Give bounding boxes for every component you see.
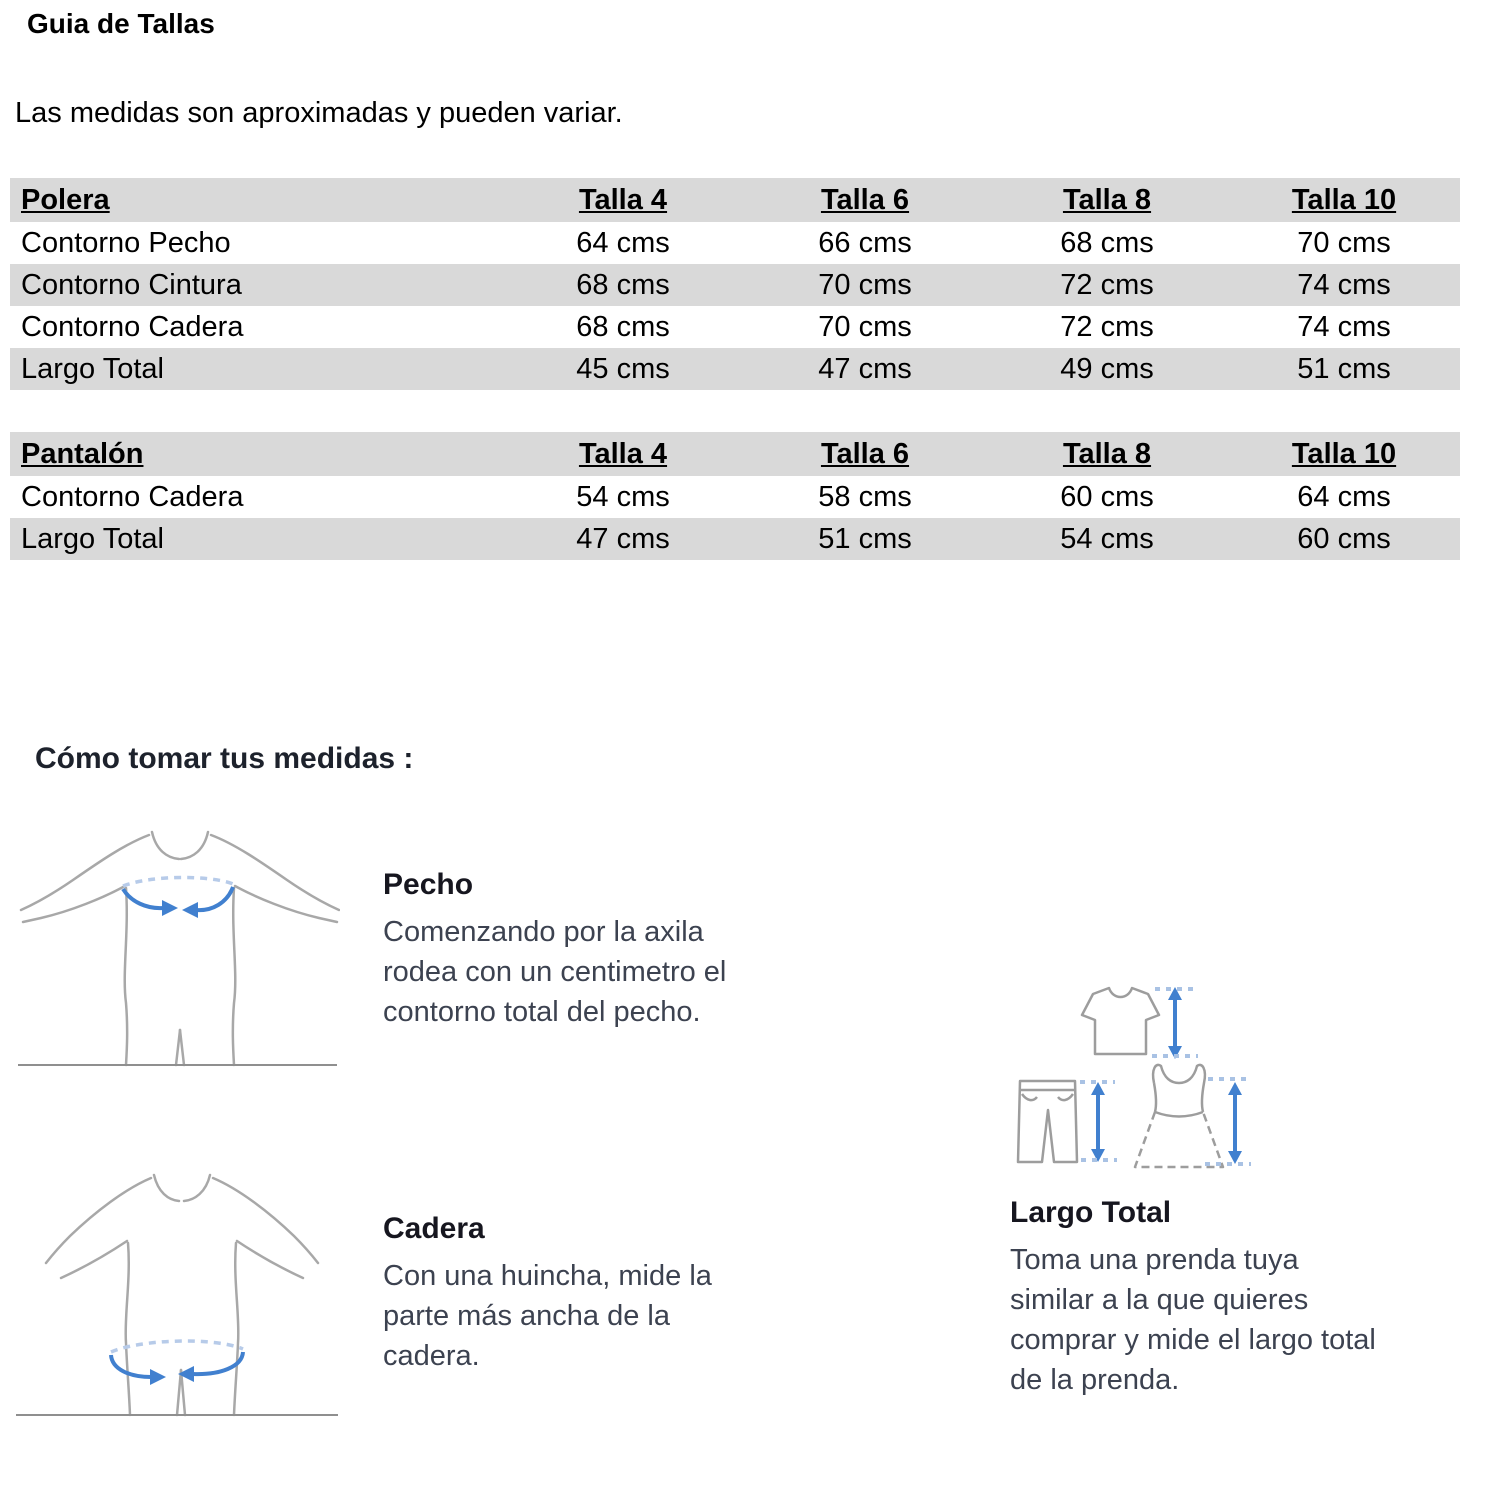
row-label: Contorno Cadera xyxy=(21,310,244,343)
section-text-line: Toma una prenda tuya xyxy=(1010,1244,1299,1276)
cell-value: 64 cms xyxy=(1297,480,1391,513)
cell-value: 70 cms xyxy=(818,310,912,343)
section-title: Cadera xyxy=(383,1212,485,1245)
cell-value: 58 cms xyxy=(818,480,912,513)
cell-value: 49 cms xyxy=(1060,352,1154,385)
table-header-row xyxy=(10,432,1460,476)
tshirt-icon xyxy=(1082,988,1159,1054)
row-label: Contorno Pecho xyxy=(21,226,231,259)
cell-value: 66 cms xyxy=(818,226,912,259)
section-text-line: parte más ancha de la xyxy=(383,1300,670,1332)
cell-value: 64 cms xyxy=(576,226,670,259)
table-header-row xyxy=(10,178,1460,222)
cell-value: 68 cms xyxy=(576,310,670,343)
hip-measurement-figure-icon xyxy=(13,1168,343,1418)
table-row xyxy=(10,306,1460,348)
section-text-line: contorno total del pecho. xyxy=(383,996,701,1028)
largo-total-section xyxy=(1010,1196,1460,1400)
table-row xyxy=(10,348,1460,390)
column-header: Pantalón xyxy=(21,437,144,470)
pecho-section xyxy=(383,868,813,1032)
cell-value: 72 cms xyxy=(1060,310,1154,343)
garment-length-icons xyxy=(1005,980,1325,1180)
measurements-note: Las medidas son aproximadas y pueden variar. xyxy=(15,97,623,129)
cell-value: 54 cms xyxy=(576,480,670,513)
column-header: Talla 4 xyxy=(578,183,668,216)
cell-value: 72 cms xyxy=(1060,268,1154,301)
table-row xyxy=(10,476,1460,518)
pantalon-size-table xyxy=(10,432,1460,560)
cell-value: 60 cms xyxy=(1060,480,1154,513)
length-arrow-icon xyxy=(1091,987,1242,1164)
cell-value: 74 cms xyxy=(1297,310,1391,343)
row-label: Contorno Cadera xyxy=(21,480,244,513)
column-header: Talla 6 xyxy=(820,183,910,216)
cell-value: 74 cms xyxy=(1297,268,1391,301)
chest-measurement-figure-icon xyxy=(15,818,340,1068)
cell-value: 51 cms xyxy=(1297,352,1391,385)
cadera-section xyxy=(383,1212,813,1376)
cell-value: 68 cms xyxy=(576,268,670,301)
row-label: Largo Total xyxy=(21,522,164,555)
measuring-guide-heading: Cómo tomar tus medidas : xyxy=(35,742,414,775)
column-header: Talla 6 xyxy=(820,437,910,470)
column-header: Talla 10 xyxy=(1291,437,1397,470)
cell-value: 47 cms xyxy=(576,522,670,555)
cell-value: 54 cms xyxy=(1060,522,1154,555)
section-text-line: de la prenda. xyxy=(1010,1364,1180,1396)
cell-value: 45 cms xyxy=(576,352,670,385)
cell-value: 60 cms xyxy=(1297,522,1391,555)
table-row xyxy=(10,222,1460,264)
chest-tape-arrows-icon xyxy=(123,877,233,918)
body-outline-icon xyxy=(46,1175,318,1415)
row-label: Largo Total xyxy=(21,352,164,385)
polera-size-table xyxy=(10,178,1460,390)
section-text-line: rodea con un centimetro el xyxy=(383,956,727,988)
cell-value: 51 cms xyxy=(818,522,912,555)
body-outline-icon xyxy=(21,832,339,1065)
section-text-line: cadera. xyxy=(383,1340,480,1372)
section-text-line: Comenzando por la axila xyxy=(383,916,704,948)
section-title: Largo Total xyxy=(1010,1196,1172,1229)
hip-tape-arrows-icon xyxy=(111,1341,243,1385)
table-row xyxy=(10,264,1460,306)
cell-value: 47 cms xyxy=(818,352,912,385)
column-header: Talla 8 xyxy=(1062,437,1152,470)
section-text-line: Con una huincha, mide la xyxy=(383,1260,712,1292)
row-label: Contorno Cintura xyxy=(21,268,242,301)
cell-value: 70 cms xyxy=(1297,226,1391,259)
section-title: Pecho xyxy=(383,868,474,901)
column-header: Talla 10 xyxy=(1291,183,1397,216)
section-text-line: similar a la que quieres xyxy=(1010,1284,1309,1316)
column-header: Polera xyxy=(21,183,110,216)
table-row xyxy=(10,518,1460,560)
pants-icon xyxy=(1018,1081,1077,1162)
column-header: Talla 8 xyxy=(1062,183,1152,216)
cell-value: 68 cms xyxy=(1060,226,1154,259)
section-text-line: comprar y mide el largo total xyxy=(1010,1324,1376,1356)
cell-value: 70 cms xyxy=(818,268,912,301)
page-title: Guia de Tallas xyxy=(27,8,215,39)
column-header: Talla 4 xyxy=(578,437,668,470)
